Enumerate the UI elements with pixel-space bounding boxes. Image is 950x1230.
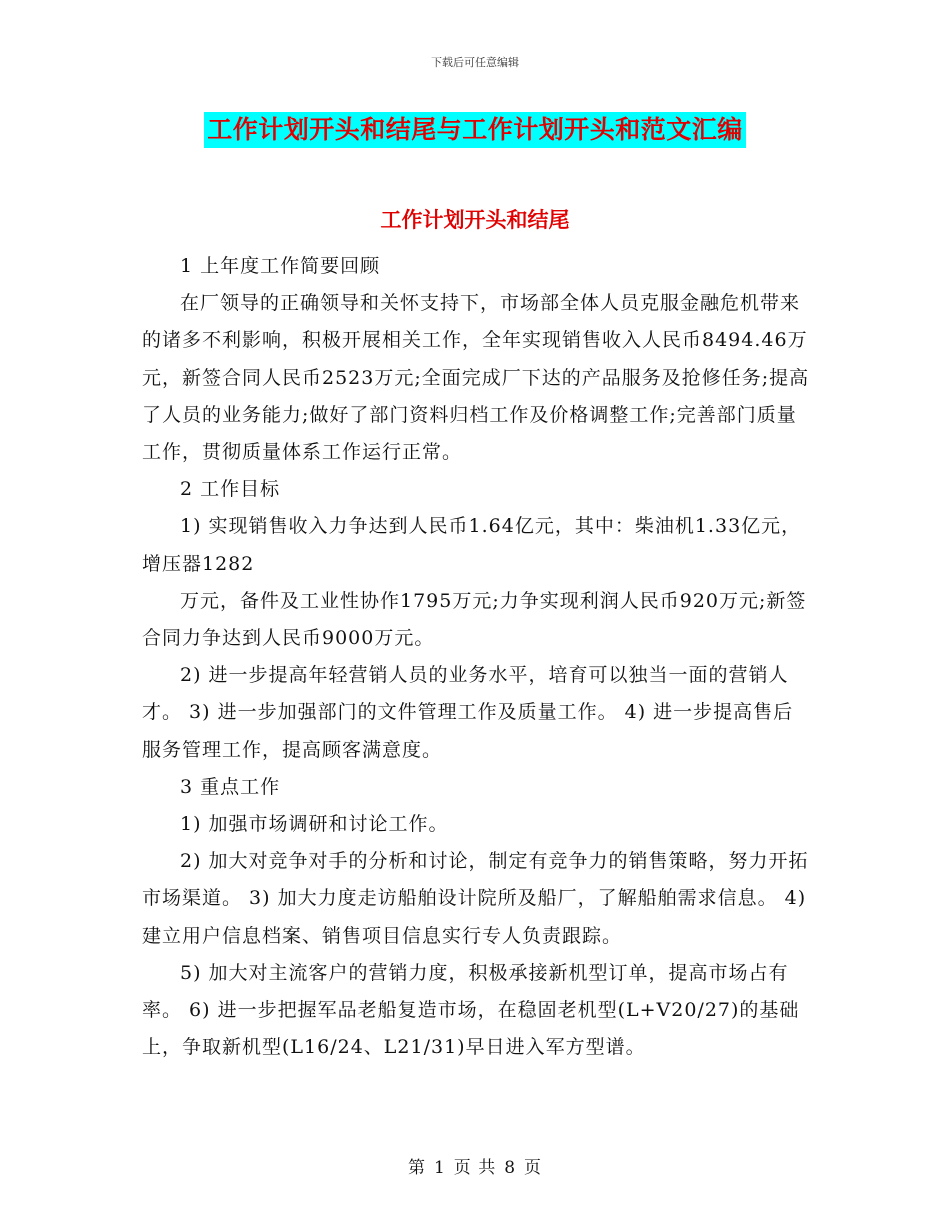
body-text — [142, 248, 810, 1066]
heading-review: 1 上年度工作简要回顾 — [180, 255, 381, 277]
paragraph-key-5-6: 5) 加大对主流客户的营销力度，积极承接新机型订单，提高市场占有率。 6) 进一步把握军品老船复造市场，在稳固老机型(L+V20/27)的基础上，争取新机型(L16/24、L21/31)早日进入军方型谱。 — [142, 961, 800, 1059]
footer-total-pages: 8 — [504, 1158, 517, 1178]
paragraph-key-1: 1) 加强市场调研和讨论工作。 — [180, 813, 449, 836]
section-title: 工作计划开头和结尾 — [380, 207, 570, 232]
paragraph-goal-1-cont: 万元，备件及工业性协作1795万元;力争实现利润人民币920万元;新签合同力争达到人民币9000万元。 — [142, 589, 807, 650]
heading-goals: 2 工作目标 — [180, 478, 281, 501]
footer-middle: 页 共 — [453, 1158, 497, 1178]
document-title-text: 工作计划开头和结尾与工作计划开头和范文汇编 — [204, 112, 746, 148]
footer-prefix: 第 — [407, 1158, 426, 1178]
heading-key-work: 3 重点工作 — [180, 775, 281, 798]
page-footer — [0, 1153, 950, 1178]
header-note: 下载后可任意编辑 — [431, 56, 519, 69]
paragraph-goal-1: 1) 实现销售收入力争达到人民币1.64亿元，其中：柴油机1.33亿元，增压器1282 — [142, 515, 802, 575]
document-title — [0, 112, 950, 148]
footer-suffix: 页 — [524, 1158, 543, 1178]
footer-page-number: 1 — [433, 1158, 446, 1178]
paragraph-goals-2-4: 2) 进一步提高年轻营销人员的业务水平，培育可以独当一面的营销人才。 3) 进一步加强部门的文件管理工作及质量工作。 4) 进一步提高售后服务管理工作，提高顾客满意度。 — [142, 664, 794, 761]
paragraph-key-2-4: 2) 加大对竞争对手的分析和讨论，制定有竞争力的销售策略，努力开拓市场渠道。 3) 加大力度走访船舶设计院所及船厂，了解船舶需求信息。 4) 建立用户信息档案、销售项目信息实行专人负责跟踪。 — [142, 850, 809, 947]
paragraph-review: 在厂领导的正确领导和关怀支持下，市场部全体人员克服金融危机带来的诸多不利影响，积极开展相关工作，全年实现销售收入人民币8494.46万元，新签合同人民币2523万元;全面完成厂下达的产品服务及抢修任务;提高了人员的业务能力;做好了部门资料归档工作及价格调整工作;完善部门质量工作，贯彻质量体系工作运行正常。 — [142, 292, 810, 464]
